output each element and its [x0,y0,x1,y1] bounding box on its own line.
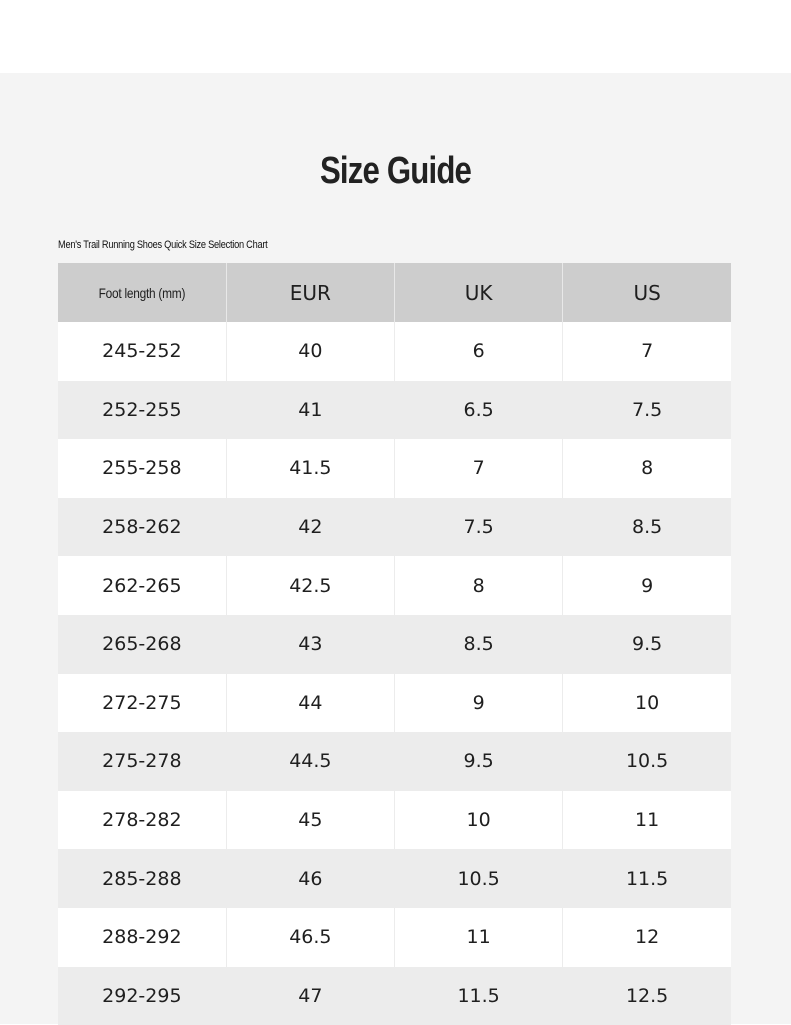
cell-foot-length: 285-288 [58,849,226,908]
cell-eur: 40 [226,322,394,381]
header-uk: UK [395,263,563,322]
cell-foot-length: 258-262 [58,498,226,557]
cell-us: 12.5 [563,967,731,1025]
cell-uk: 7 [395,439,563,498]
table-row [58,849,731,908]
cell-foot-length: 275-278 [58,732,226,791]
cell-us: 7.5 [563,381,731,440]
cell-uk: 11 [395,908,563,967]
cell-eur: 44 [226,674,394,733]
cell-uk: 9 [395,674,563,733]
cell-foot-length: 272-275 [58,674,226,733]
table-row [58,674,731,733]
table-row [58,615,731,674]
cell-us: 12 [563,908,731,967]
cell-foot-length: 265-268 [58,615,226,674]
cell-uk: 11.5 [395,967,563,1025]
table-header-row [58,263,731,322]
cell-us: 11.5 [563,849,731,908]
table-row [58,967,731,1025]
cell-foot-length: 252-255 [58,381,226,440]
cell-uk: 8 [395,556,563,615]
table-row [58,498,731,557]
table-row [58,791,731,850]
cell-uk: 7.5 [395,498,563,557]
size-table [58,263,731,1025]
cell-us: 8 [563,439,731,498]
cell-us: 11 [563,791,731,850]
cell-eur: 45 [226,791,394,850]
table-row [58,322,731,381]
table-row [58,732,731,791]
cell-us: 8.5 [563,498,731,557]
header-us: US [563,263,731,322]
cell-us: 10.5 [563,732,731,791]
cell-eur: 44.5 [226,732,394,791]
top-band [0,0,791,73]
header-eur: EUR [226,263,394,322]
table-row [58,439,731,498]
cell-eur: 43 [226,615,394,674]
cell-foot-length: 245-252 [58,322,226,381]
cell-uk: 9.5 [395,732,563,791]
cell-foot-length: 278-282 [58,791,226,850]
cell-foot-length: 255-258 [58,439,226,498]
cell-eur: 46.5 [226,908,394,967]
header-foot-length: Foot length (mm) [58,263,226,322]
page-title: Size Guide [319,150,472,192]
table-row [58,381,731,440]
table-row [58,908,731,967]
cell-uk: 6.5 [395,381,563,440]
cell-eur: 41.5 [226,439,394,498]
cell-eur: 42 [226,498,394,557]
cell-eur: 47 [226,967,394,1025]
cell-us: 7 [563,322,731,381]
cell-uk: 6 [395,322,563,381]
cell-us: 10 [563,674,731,733]
cell-eur: 46 [226,849,394,908]
chart-subtitle: Men's Trail Running Shoes Quick Size Selection Chart [58,239,268,251]
cell-eur: 41 [226,381,394,440]
cell-uk: 10.5 [395,849,563,908]
cell-foot-length: 288-292 [58,908,226,967]
cell-us: 9.5 [563,615,731,674]
cell-us: 9 [563,556,731,615]
cell-uk: 8.5 [395,615,563,674]
table-row [58,556,731,615]
cell-uk: 10 [395,791,563,850]
cell-eur: 42.5 [226,556,394,615]
cell-foot-length: 262-265 [58,556,226,615]
cell-foot-length: 292-295 [58,967,226,1025]
